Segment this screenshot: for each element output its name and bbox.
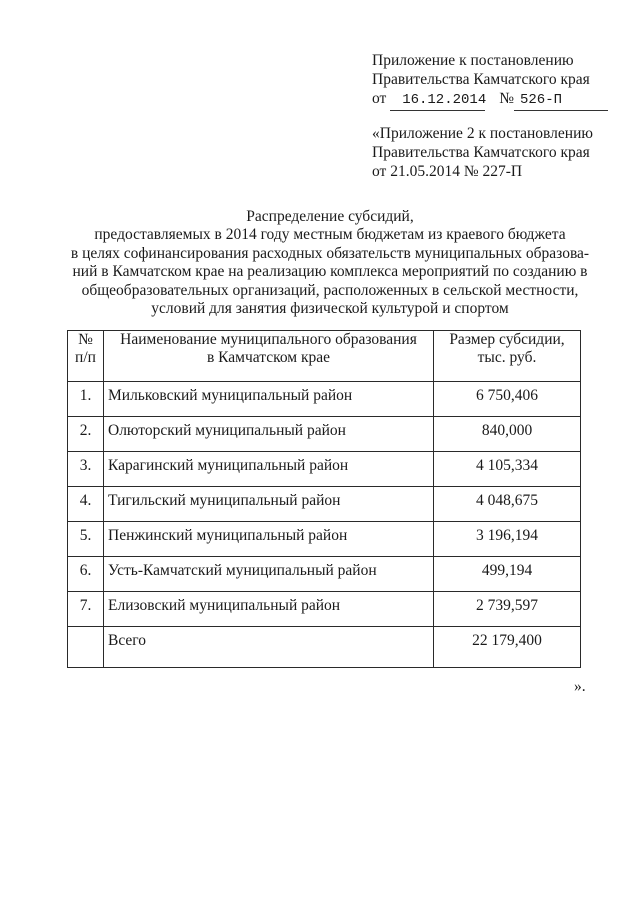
total-amount: 22 179,400 <box>434 627 581 668</box>
row-district: Пенжинский муниципальный район <box>104 522 434 557</box>
row-number: 4. <box>68 487 104 522</box>
header-amount-line-2: тыс. руб. <box>477 349 537 366</box>
table-header-row <box>68 331 581 382</box>
closing-quote: ». <box>574 678 586 695</box>
header-name-line-2: в Камчатском крае <box>206 349 331 366</box>
title-line-2: предоставляемых в 2014 году местным бюджетам из краевого бюджета <box>94 226 566 244</box>
row-number: 6. <box>68 557 104 592</box>
appendix-line-1: Приложение к постановлению <box>372 52 574 69</box>
appendix2-header <box>372 124 634 181</box>
table-row <box>68 382 581 417</box>
row-district: Усть-Камчатский муниципальный район <box>104 557 434 592</box>
appendix-header <box>372 51 634 111</box>
appendix2-line-3: от 21.05.2014 № 227-П <box>372 163 523 180</box>
table-row <box>68 487 581 522</box>
table-row <box>68 452 581 487</box>
title-line-5: общеобразовательных организаций, расположенных в сельской местности, <box>81 281 579 299</box>
row-number: 3. <box>68 452 104 487</box>
title-line-4: ний в Камчатском крае на реализацию комплекса мероприятий по созданию в <box>72 263 588 281</box>
row-district: Тигильский муниципальный район <box>104 487 434 522</box>
total-label: Всего <box>104 627 434 668</box>
table-row <box>68 522 581 557</box>
appendix-line-2: Правительства Камчатского края <box>372 71 590 88</box>
subsidy-table <box>67 330 581 668</box>
header-number <box>68 331 104 382</box>
row-number: 7. <box>68 592 104 627</box>
row-amount: 2 739,597 <box>434 592 581 627</box>
row-district: Мильковский муниципальный район <box>104 382 434 417</box>
row-amount: 840,000 <box>434 417 581 452</box>
header-number-line-1: № <box>78 331 93 348</box>
row-district: Олюторский муниципальный район <box>104 417 434 452</box>
number-prefix: № <box>499 90 514 107</box>
from-prefix: от <box>372 90 387 107</box>
row-district: Елизовский муниципальный район <box>104 592 434 627</box>
header-number-line-2: п/п <box>75 349 96 366</box>
header-amount-line-1: Размер субсидии, <box>449 331 565 348</box>
row-district: Карагинский муниципальный район <box>104 452 434 487</box>
document-title <box>60 208 600 318</box>
header-amount <box>434 331 581 382</box>
header-name-line-1: Наименование муниципального образования <box>120 331 417 348</box>
appendix2-line-2: Правительства Камчатского края <box>372 144 590 161</box>
row-amount: 4 048,675 <box>434 487 581 522</box>
appendix2-line-1: «Приложение 2 к постановлению <box>372 125 593 142</box>
table-row <box>68 592 581 627</box>
row-number: 2. <box>68 417 104 452</box>
table-row <box>68 557 581 592</box>
row-number: 1. <box>68 382 104 417</box>
resolution-date: 16.12.2014 <box>390 91 485 111</box>
total-number-cell <box>68 627 104 668</box>
table-row <box>68 417 581 452</box>
title-line-1: Распределение субсидий, <box>246 208 414 225</box>
appendix-date-line <box>372 89 634 111</box>
row-number: 5. <box>68 522 104 557</box>
title-line-6: условий для занятия физической культурой и спортом <box>151 300 509 318</box>
row-amount: 4 105,334 <box>434 452 581 487</box>
table-total-row <box>68 627 581 668</box>
row-amount: 3 196,194 <box>434 522 581 557</box>
row-amount: 6 750,406 <box>434 382 581 417</box>
resolution-number: 526-П <box>514 91 608 111</box>
title-line-3: в целях софинансирования расходных обязательств муниципальных образова- <box>70 244 590 262</box>
row-amount: 499,194 <box>434 557 581 592</box>
header-name <box>104 331 434 382</box>
